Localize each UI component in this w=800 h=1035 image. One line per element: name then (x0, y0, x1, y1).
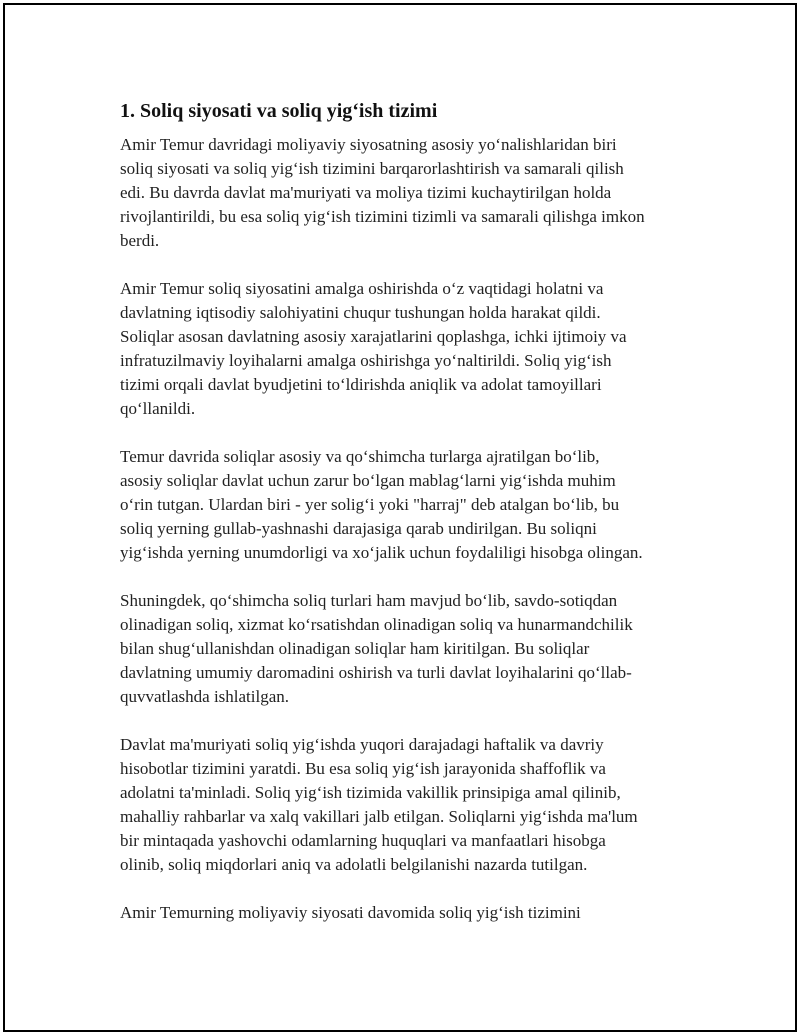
paragraph-line: soliq yerning gullab-yashnashi darajasiga qarab undirilgan. Bu soliqni (120, 519, 597, 538)
paragraph-line: bir mintaqada yashovchi odamlarning huquqlari va manfaatlari hisobga (120, 831, 606, 850)
paragraph-line: infratuzilmaviy loyihalarni amalga oshirishga yo‘naltirildi. Soliq yig‘ish (120, 351, 612, 370)
paragraph-line: rivojlantirildi, bu esa soliq yig‘ish tizimini tizimli va samarali qilishga imkon (120, 207, 645, 226)
paragraph-line: quvvatlashda ishlatilgan. (120, 687, 290, 706)
paragraph-line: Amir Temur davridagi moliyaviy siyosatning asosiy yo‘nalishlaridan biri (120, 135, 617, 154)
paragraph-line: Davlat ma'muriyati soliq yig‘ishda yuqori darajadagi haftalik va davriy (120, 735, 604, 754)
paragraph (120, 277, 695, 421)
paragraph-line: Temur davrida soliqlar asosiy va qo‘shimcha turlarga ajratilgan bo‘lib, (120, 447, 600, 466)
paragraph-line: mahalliy rahbarlar va xalq vakillari jalb etilgan. Soliqlarni yig‘ishda ma'lum (120, 807, 638, 826)
paragraph-line: adolatni ta'minladi. Soliq yig‘ish tizimida vakillik prinsipiga amal qilinib, (120, 783, 621, 802)
paragraph (120, 733, 695, 877)
paragraph-line: bilan shug‘ullanishdan olinadigan soliqlar ham kiritilgan. Bu soliqlar (120, 639, 590, 658)
paragraph (120, 133, 695, 253)
paragraph-line: tizimi orqali davlat byudjetini to‘ldirishda aniqlik va adolat tamoyillari (120, 375, 602, 394)
document-body (120, 93, 695, 949)
paragraph-line: davlatning umumiy daromadini oshirish va turli davlat loyihalarini qo‘llab- (120, 663, 632, 682)
section-heading: 1. Soliq siyosati va soliq yig‘ish tizimi (120, 100, 438, 122)
paragraph (120, 589, 695, 709)
paragraph-line: olinib, soliq miqdorlari aniq va adolatli belgilanishi nazarda tutilgan. (120, 855, 588, 874)
paragraph-line: asosiy soliqlar davlat uchun zarur bo‘lgan mablag‘larni yig‘ishda muhim (120, 471, 616, 490)
paragraph-line: yig‘ishda yerning unumdorligi va xo‘jalik uchun foydaliligi hisobga olingan. (120, 543, 643, 562)
paragraph-line: Shuningdek, qo‘shimcha soliq turlari ham mavjud bo‘lib, savdo-sotiqdan (120, 591, 618, 610)
paragraph-line: edi. Bu davrda davlat ma'muriyati va moliya tizimi kuchaytirilgan holda (120, 183, 612, 202)
paragraph-line: hisobotlar tizimini yaratdi. Bu esa soliq yig‘ish jarayonida shaffoflik va (120, 759, 606, 778)
paragraph-line: davlatning iqtisodiy salohiyatini chuqur tushungan holda harakat qildi. (120, 303, 601, 322)
paragraph-line: Amir Temur soliq siyosatini amalga oshirishda o‘z vaqtidagi holatni va (120, 279, 604, 298)
paragraph-line: Amir Temurning moliyaviy siyosati davomida soliq yig‘ish tizimini (120, 903, 581, 922)
paragraph-list (120, 133, 695, 925)
paragraph-line: Soliqlar asosan davlatning asosiy xarajatlarini qoplashga, ichki ijtimoiy va (120, 327, 627, 346)
paragraph (120, 445, 695, 565)
paragraph-line: qo‘llanildi. (120, 399, 196, 418)
paragraph (120, 901, 695, 925)
paragraph-line: soliq siyosati va soliq yig‘ish tizimini barqarorlashtirish va samarali qilish (120, 159, 624, 178)
paragraph-line: o‘rin tutgan. Ulardan biri - yer solig‘i yoki "harraj" deb atalgan bo‘lib, bu (120, 495, 620, 514)
page-frame (3, 3, 797, 1032)
paragraph-line: berdi. (120, 231, 160, 250)
paragraph-line: olinadigan soliq, xizmat ko‘rsatishdan olinadigan soliq va hunarmandchilik (120, 615, 633, 634)
